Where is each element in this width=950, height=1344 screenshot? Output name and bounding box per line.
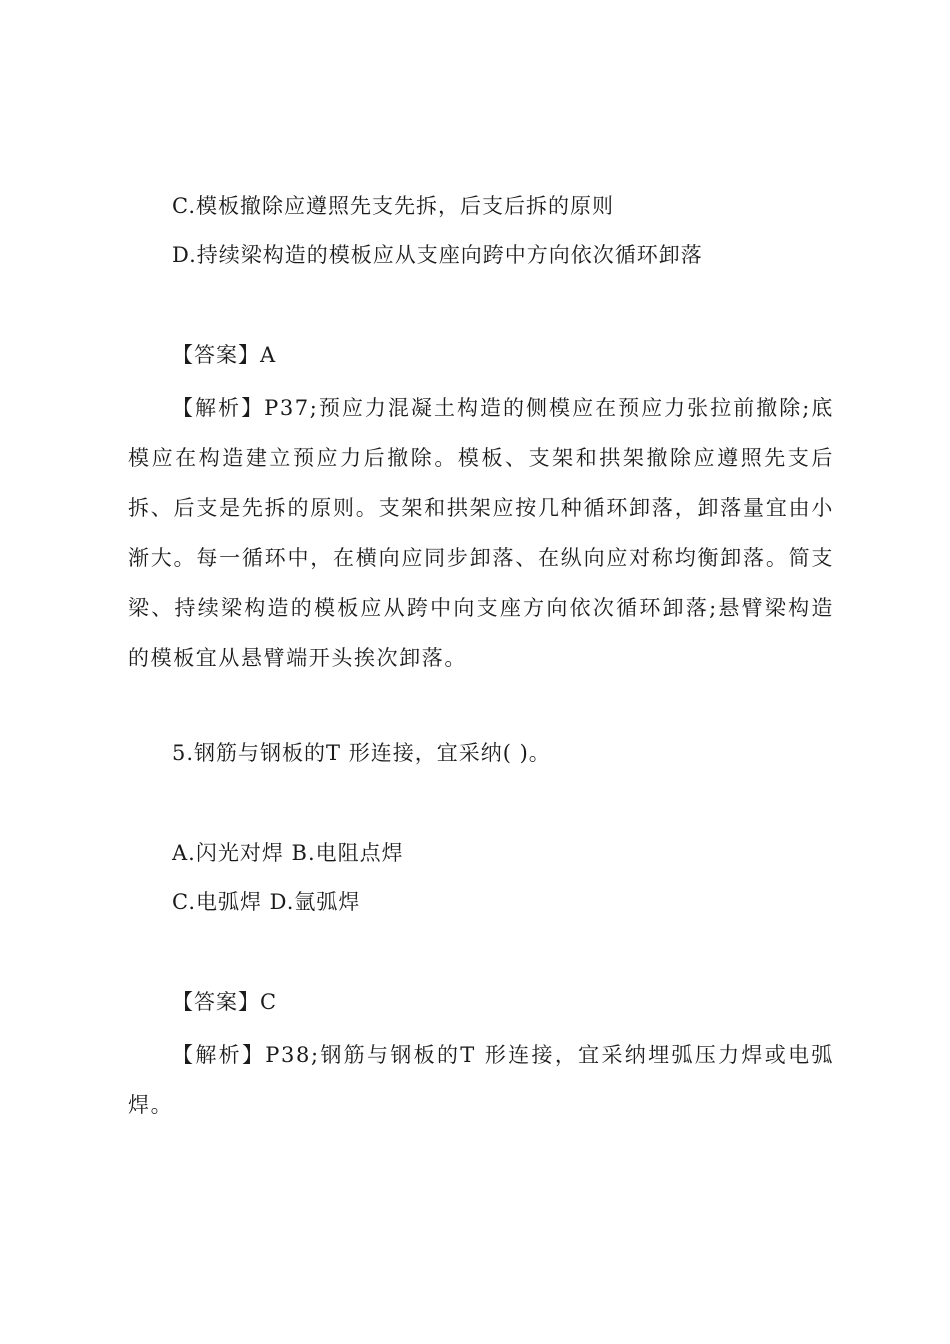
q5-options-ab: A.闪光对焊 B.电阻点焊: [172, 841, 404, 865]
q4-option-c: C.模板撤除应遵照先支先拆，后支后拆的原则: [172, 194, 614, 218]
q4-answer: 【答案】A: [172, 343, 277, 367]
q4-analysis: 【解析】P37;预应力混凝土构造的侧模应在预应力张拉前撤除;底模应在构造建立预应力后撤除。模板、支架和拱架撤除应遵照先支后拆、后支是先拆的原则。支架和拱架应按几种循环卸落，卸落量宜由小渐大。每一循环中，在横向应同步卸落、在纵向应对称均衡卸落。简支梁、持续梁构造的模板应从跨中向支座方向依次循环卸落;悬臂梁构造的模板宜从悬臂端开头挨次卸落。: [128, 396, 834, 670]
q4-option-d: D.持续梁构造的模板应从支座向跨中方向依次循环卸落: [172, 243, 703, 267]
q5-analysis: 【解析】P38;钢筋与钢板的T 形连接，宜采纳埋弧压力焊或电弧焊。: [128, 1043, 834, 1117]
q5-question: 5.钢筋与钢板的T 形连接，宜采纳( )。: [172, 741, 551, 765]
q5-options-cd: C.电弧焊 D.氩弧焊: [172, 890, 361, 914]
q5-answer: 【答案】C: [172, 990, 278, 1014]
